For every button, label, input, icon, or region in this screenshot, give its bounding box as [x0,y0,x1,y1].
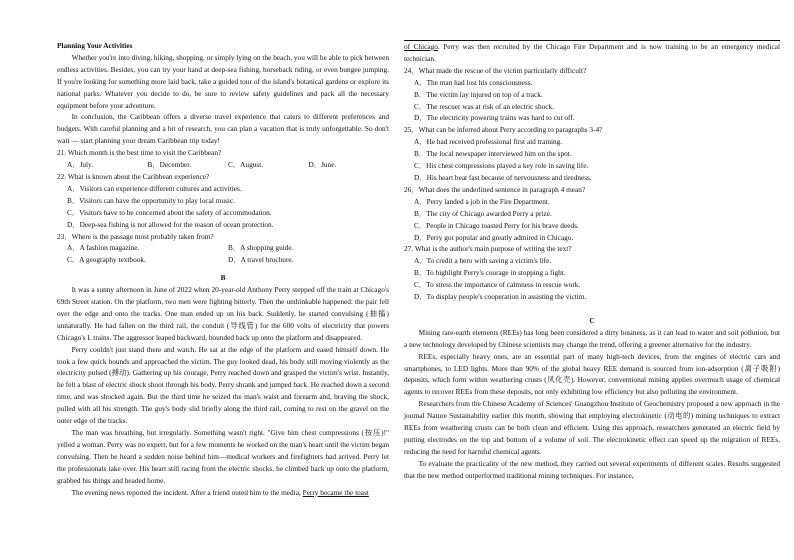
underlined-sentence: Perry became the toast [302,487,369,497]
underlined-sentence: of Chicago [404,42,438,51]
option-d: D．To display people's cooperation in assisting the victim. [414,292,587,302]
paragraph: REEs, especially heavy ones, are an essential part of many high-tech devices, from the engines of electric cars and smartphones, to LED lights. More than 90% of the global heavy REE demand is sourced from ion-adsorption (离子吸附) deposits, which form within weathering crusts (风化壳). However, conventional mining applies overmuch usage of chemical agents to recover REEs from these deposits, not only exhibiting low efficiency but also polluting the environment. [404,351,780,397]
section-b-heading: B [220,273,226,283]
paragraph-text: The evening news reported the incident. After a friend outed him to the media, [71,487,303,497]
paragraph: It was a sunny afternoon in June of 2022 when 20-year-old Anthony Perry stepped off the train at Chicago's 69th Street station. On the platform, two men were fighting bitterly. Then the unthinkable happened: the pair fell over the edge and onto the tracks. One man ended up on his back. Suddenly, he started convulsing (抽搐) unnaturally. He had fallen on the third rail, the conduit (导线管) for the 600 volts of electricity that powers Chicago's L trains. The aggressor leaped backward, bounded back up onto the platform and disappeared. [57,285,389,342]
question-23: 23．Where is the passage most probably taken from? [57,231,214,241]
option-c: C．To stress the importance of calmness in rescue work. [414,280,581,290]
option-d: D．The electricity powering trains was hard to cut off. [414,113,575,123]
option-a: A．The man had lost his consciousness. [414,77,533,87]
paragraph: Whether you're into diving, hiking, shopping, or simply lying on the beach, you will be able to pick between endless activities. Besides, you can try your hand at deep-sea fishing, horseback riding, or even bungee jumping. If you're looking for something more laid back, take a guided tour of the island's botanical gardens or explore its national parks. Whatever you decide to do, be sure to review safety guidelines and pack all the necessary equipment before your adventure. [57,52,389,110]
left-column [57,40,389,498]
option-b: B．The victim lay injured on top of a track. [414,89,543,99]
option-d: D．A travel brochure. [228,255,294,265]
question-23-options-row-2 [57,254,389,266]
option-a: A．He had received professional first aid training. [414,137,563,147]
paragraph: Perry couldn't just stand there and watch. He sat at the edge of the platform and eased himself down. He took a few quick bounds and approached the victim. The guy looked dead, his body still moving violently as the electricity pulsed (搏动). Gathering up his courage, Perry reached down and grasped the victim's wrist. Instantly, he felt a blast of electric shock shoot through his body. Perry shrank and jumped back. He reached down a second time, and was shocked again. But the third time he seized the man's waist and forearm and, braving the shock, pulled with all his strength. The guy's body slid briefly along the third rail, coming to rest on the gravel on the outer edge of the tracks. [57,344,389,426]
paragraph: In conclusion, the Caribbean offers a diverse travel experience that caters to different preferences and budgets. With careful planning and a bit of research, you can plan a vacation that is truly unforgettable. So don't wait — start planning your dream Caribbean trip today! [57,112,389,146]
option-c: C．A geography textbook. [67,255,146,265]
option-b: B．The local newspaper interviewed him on the spot. [414,149,572,159]
question-21: 21. Which month is the best time to visit the Caribbean? [57,148,222,158]
paragraph: Mining rare-earth elements (REEs) has long been considered a dirty business, as it can lead to water and soil pollution, but a new technology developed by Chinese scientists may change the trend, offering a greener alternative for the industry. [404,327,780,349]
option-a: A．July. [67,160,94,170]
question-25: 25．What can be inferred about Perry according to paragraphs 3-4? [404,125,603,135]
option-b: B．Visitors can have the opportunity to play local music. [67,195,235,205]
question-27: 27. What is the author's main purpose of writing the text? [404,244,572,254]
question-22: 22. What is known about the Caribbean experience? [57,171,210,181]
paragraph: To evaluate the practicality of the new method, they carried out several experiments of different scales. Results suggested that the new method outperformed traditional mining techniques. For instance, [404,458,780,480]
question-26: 26．What does the underlined sentence in paragraph 4 mean? [404,184,586,194]
option-a: A．Visitors can experience different cultures and activities. [67,183,242,193]
question-23-options-row-1 [57,242,389,254]
paragraph: Researchers from the Chinese Academy of Sciences' Guangzhou Institute of Geochemistry proposed a new approach in the journal Nature Sustainability earlier this month, showing that employing electrokinetic (动电的) mining techniques to extract REEs from weathering crusts can be both clean and efficient. Using this approach, researchers generated an electric field by putting electrodes on the top and bottom of a volume of soil. The electrokinetic effect can speed up the migration of REEs, reducing the need for harmful chemical agents. [404,399,780,456]
option-c: C．People in Chicago toasted Perry for his brave deeds. [414,220,579,230]
option-d: D．June. [308,160,337,170]
section-c-heading: C [589,315,595,325]
right-column [404,40,780,482]
paragraph-text: . Perry was then recruited by the Chicago Fire Department and is now training to be an emergency medical technician. [404,42,780,63]
option-b: B．A shopping guide. [228,243,294,253]
option-b: B．To highlight Perry's courage in stopping a fight. [414,268,566,278]
option-a: A．A fashion magazine. [67,243,140,253]
paragraph [404,40,780,65]
option-b: B．The city of Chicago awarded Perry a prize. [414,208,552,218]
option-d: D．Perry got popular and greatly admired in Chicago. [414,232,574,242]
option-d: D．Deep-sea fishing is not allowed for the reason of ocean protection. [67,219,274,229]
section-title: Planning Your Activities [57,41,133,50]
question-21-options [57,159,389,171]
option-c: C．Visitors have to be concerned about the safety of accommodation. [67,207,272,217]
option-c: C．His chest compressions played a key role in saving life. [414,161,589,171]
option-a: A．Perry landed a job in the Fire Department. [414,196,550,206]
paragraph: The man was breathing, but irregularly. Something wasn't right. "Give him chest compressions (按压)!" yelled a woman. Perry was no expert, but for a few moments he worked on the man's heart until the victim began convulsing. Then he heard a sudden noise behind him—medical workers and firefighters had arrived. Perry let the professionals take over. His heart still racing from the electric shocks, he climbed back up onto the platform, grabbed his things and headed home. [57,428,389,485]
question-24: 24．What made the rescue of the victim particularly difficult? [404,65,587,75]
option-d: D．His heart beat fast because of nervousness and tiredness. [414,172,592,182]
option-c: C．August. [228,160,264,170]
option-a: A．To credit a hero with saving a victim's life. [414,256,552,266]
option-b: B．December. [147,160,192,170]
option-c: C．The rescuer was at risk of an electric shock. [414,101,555,111]
paragraph [57,487,389,499]
